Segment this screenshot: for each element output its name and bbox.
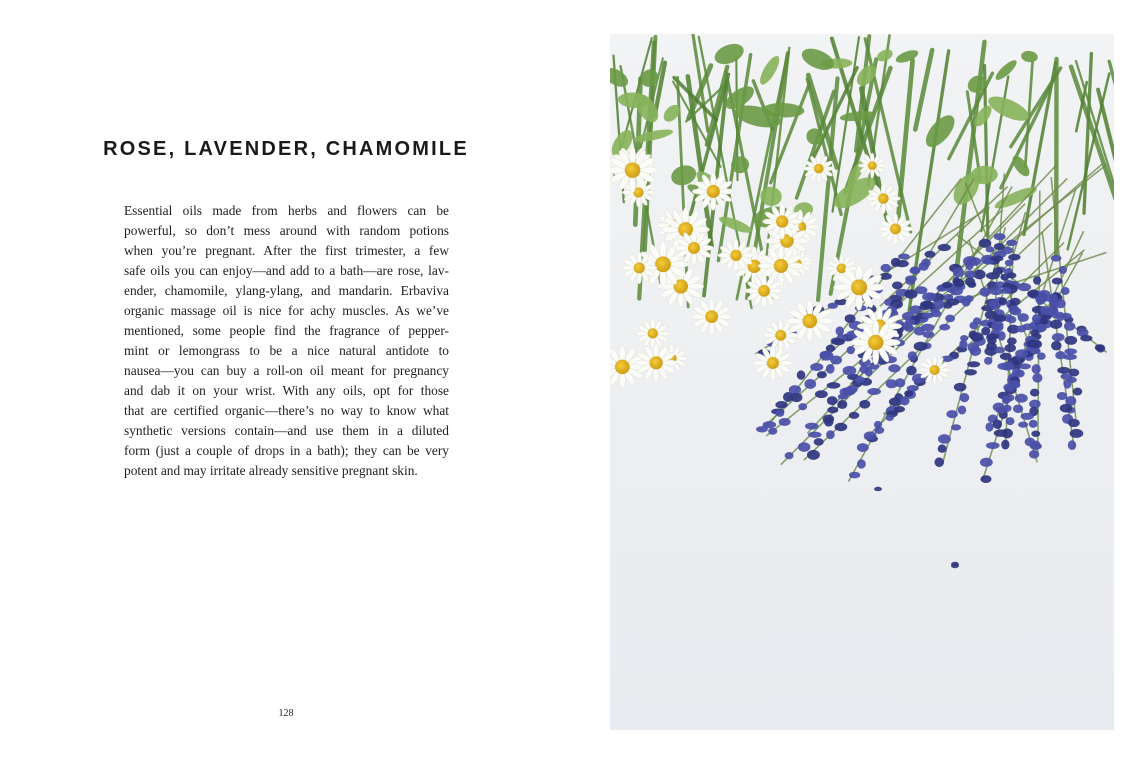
lavender-bud — [1008, 305, 1019, 314]
lavender-bud — [820, 351, 832, 358]
lavender-bud — [830, 355, 842, 364]
lavender-bud — [984, 357, 992, 365]
lavender-bud — [779, 418, 791, 426]
lavender-bud — [914, 342, 928, 351]
lavender-bud — [950, 287, 963, 296]
lavender-bud — [859, 400, 870, 409]
lavender-bud — [996, 407, 1007, 414]
lavender-bud — [986, 246, 995, 252]
lavender-bud — [954, 383, 967, 392]
lavender-bud — [1029, 450, 1039, 459]
lavender-bud — [1057, 392, 1067, 400]
body-line: form (just a couple of drops in a bath); they can be very — [124, 443, 449, 458]
lavender-bud — [827, 382, 841, 389]
lavender-bud — [867, 388, 881, 395]
flower-center — [767, 357, 779, 369]
lavender-bud — [934, 299, 944, 309]
flower-center — [890, 224, 901, 235]
lavender-bud — [1038, 290, 1050, 297]
lavender-bud — [1018, 283, 1032, 291]
lavender-bud — [826, 345, 836, 352]
lavender-bud — [1050, 300, 1059, 308]
body-line: mint or lemongrass to be a nice natural antidote to — [124, 343, 449, 358]
lavender-bud — [823, 414, 834, 423]
flower-center — [803, 314, 818, 329]
lavender-bud — [785, 452, 794, 459]
lavender-bud — [1007, 272, 1017, 278]
body-paragraph — [124, 201, 449, 481]
lavender-bud — [815, 390, 828, 398]
lavender-bud — [905, 278, 915, 285]
lavender-bud — [1080, 335, 1092, 341]
flower-center — [650, 356, 663, 369]
lavender-bud — [965, 278, 975, 287]
lavender-bud — [1013, 405, 1023, 413]
lavender-bud — [1059, 266, 1067, 274]
lavender-bud — [849, 412, 860, 419]
flower-center — [878, 193, 889, 204]
lavender-bud — [994, 429, 1008, 436]
flower-bouquet-illustration — [610, 34, 1114, 730]
body-line: synthetic versions contain—and use them in a diluted — [124, 423, 449, 438]
lavender-bud — [857, 443, 869, 452]
lavender-bud — [805, 423, 818, 430]
lavender-bud — [832, 338, 845, 345]
lavender-bud — [827, 407, 838, 414]
lavender-bud — [880, 264, 891, 272]
lavender-bud — [958, 405, 967, 414]
lavender-bud — [1001, 287, 1011, 294]
flower-bouquet-photo — [610, 34, 1114, 730]
lavender-bud — [971, 332, 984, 341]
lavender-bud — [1057, 367, 1070, 374]
lavender-bud — [791, 393, 803, 402]
lavender-bud — [1001, 440, 1009, 450]
lavender-bud — [953, 279, 964, 288]
lavender-bud — [986, 442, 1000, 449]
lavender-bud — [1032, 314, 1041, 323]
lavender-bud — [1030, 329, 1039, 336]
lavender-bud — [1021, 413, 1034, 420]
lavender-bud — [994, 243, 1005, 250]
body-line: when you’re pregnant. After the first trimester, a few — [124, 243, 449, 258]
lavender-bud — [845, 314, 856, 323]
lavender-bud — [1051, 312, 1059, 318]
lavender-bud — [1030, 389, 1039, 397]
lavender-bud — [942, 282, 953, 288]
lavender-bud — [828, 303, 838, 309]
lavender-bud — [840, 387, 854, 396]
lavender-bud — [797, 370, 805, 379]
lavender-bud — [817, 371, 827, 378]
flower-center — [837, 264, 847, 274]
lavender-bud — [1064, 336, 1077, 345]
lavender-bud — [1005, 260, 1014, 267]
body-line: Essential oils made from herbs and flowers can be — [124, 203, 449, 218]
lavender-bud — [1032, 364, 1041, 374]
lavender-bud — [1005, 344, 1016, 352]
lavender-bud — [1029, 348, 1040, 354]
lavender-bud — [908, 351, 917, 360]
lavender-bud — [1015, 394, 1028, 403]
lavender-bud — [1064, 348, 1077, 354]
lavender-bud — [1033, 276, 1041, 285]
lavender-bud — [927, 292, 936, 300]
body-line: mentioned, some people find the fragrance of pepper- — [124, 323, 449, 338]
lavender-bud — [935, 457, 944, 467]
lavender-bud — [892, 282, 903, 290]
lavender-bud — [986, 342, 997, 350]
lavender-bud — [919, 304, 932, 310]
lavender-bud — [1015, 370, 1025, 378]
lavender-bud — [886, 414, 894, 421]
lavender-bud — [985, 422, 993, 431]
lavender-bud — [938, 434, 951, 444]
flower-center — [868, 161, 877, 170]
flower-center — [707, 185, 720, 198]
flower-center — [930, 365, 940, 375]
flower-center — [868, 335, 883, 350]
flower-center — [851, 279, 867, 295]
lavender-bud — [969, 322, 978, 330]
lavender-bud — [964, 369, 977, 375]
flower-center — [758, 285, 770, 297]
lavender-bud — [810, 363, 823, 371]
flower-center — [774, 259, 788, 273]
lavender-bud — [1060, 404, 1073, 413]
flower-center — [776, 215, 788, 227]
lavender-bud — [1015, 349, 1028, 358]
lavender-bud — [826, 430, 835, 439]
flower-center — [625, 162, 641, 178]
lavender-bud — [859, 365, 869, 373]
lavender-bud — [808, 432, 821, 438]
lavender-bud — [939, 324, 950, 331]
lavender-bud — [843, 366, 857, 376]
lavender-bud — [899, 396, 909, 405]
lavender-bud — [895, 260, 909, 267]
lavender-bud — [959, 339, 967, 348]
lavender-bud — [834, 423, 847, 431]
lavender-bud — [967, 257, 981, 266]
lavender-bud — [980, 475, 991, 483]
lavender-bud — [991, 324, 1002, 330]
lavender-bud — [798, 442, 810, 452]
lavender-bud — [804, 379, 816, 389]
lavender-bud — [953, 267, 964, 277]
lavender-bud — [922, 312, 934, 318]
lavender-bud — [1060, 313, 1071, 319]
lavender-bud — [776, 410, 785, 417]
lavender-bud — [888, 364, 900, 372]
fallen-bud — [951, 564, 959, 568]
lavender-bud — [946, 410, 957, 418]
lavender-bud — [1051, 255, 1062, 262]
lavender-bud — [1032, 373, 1042, 382]
lavender-bud — [938, 244, 951, 251]
lavender-bud — [945, 315, 955, 323]
lavender-bud — [960, 393, 970, 402]
flower-center — [814, 164, 824, 174]
lavender-bud — [1031, 431, 1040, 437]
lavender-bud — [894, 406, 905, 412]
lavender-bud — [1050, 320, 1062, 329]
lavender-bud — [1006, 417, 1015, 425]
lavender-bud — [1008, 380, 1019, 387]
body-line: powerful, so don’t mess around with random potions — [124, 223, 449, 238]
lavender-bud — [837, 400, 847, 409]
lavender-bud — [857, 459, 866, 468]
lavender-bud — [1002, 395, 1011, 404]
flower-center — [775, 330, 786, 341]
lavender-bud — [924, 251, 935, 258]
lavender-bud — [1002, 362, 1014, 371]
lavender-bud — [756, 426, 768, 432]
lavender-bud — [906, 366, 917, 376]
lavender-bud — [1000, 353, 1012, 360]
body-line: that are certified organic—there’s no way to know what — [124, 403, 449, 418]
lavender-bud — [904, 390, 913, 396]
lavender-bud — [1007, 337, 1017, 345]
flower-center — [688, 242, 700, 254]
lavender-bud — [993, 267, 1003, 275]
lavender-bud — [964, 270, 975, 278]
page-heading: ROSE, LAVENDER, CHAMOMILE — [103, 138, 469, 160]
flower-center — [730, 250, 741, 261]
lavender-bud — [990, 302, 1001, 309]
body-line: potent and may irritate already sensitive pregnant skin. — [124, 463, 418, 478]
lavender-bud — [1037, 352, 1046, 360]
lavender-bud — [807, 450, 820, 460]
lavender-bud — [814, 438, 824, 445]
lavender-bud — [967, 343, 979, 353]
body-line: ender, chamomile, ylang-ylang, and mandarin. Erbaviva — [124, 283, 449, 298]
lavender-bud — [946, 299, 959, 306]
lavender-bud — [1051, 341, 1061, 351]
flower-center — [648, 328, 658, 338]
lavender-bud — [1036, 297, 1044, 305]
lavender-bud — [1030, 443, 1042, 450]
lavender-bud — [1052, 333, 1065, 341]
lavender-bud — [1073, 388, 1082, 396]
lavender-bud — [990, 255, 1003, 261]
lavender-bud — [993, 420, 1002, 430]
lavender-bud — [951, 424, 961, 430]
lavender-bud — [1018, 313, 1029, 322]
lavender-bud — [980, 287, 991, 296]
lavender-bud — [1064, 322, 1075, 331]
flower-center — [655, 256, 671, 272]
body-line: nausea—you can buy a roll-on oil meant for pregnancy — [124, 363, 449, 378]
lavender-bud — [874, 427, 884, 434]
lavender-bud — [905, 319, 915, 326]
lavender-bud — [836, 326, 844, 335]
body-line: and dab it on your wrist. With any oils, opt for those — [124, 383, 449, 398]
lavender-bud — [826, 364, 835, 374]
lavender-bud — [1008, 254, 1020, 261]
lavender-bud — [1061, 287, 1070, 295]
lavender-bud — [847, 346, 856, 354]
lavender-bud — [855, 376, 865, 383]
lavender-bud — [798, 403, 807, 410]
lavender-bud — [1029, 420, 1038, 428]
lavender-bud — [980, 458, 993, 467]
lavender-bud — [904, 289, 917, 298]
lavender-bud — [827, 396, 838, 405]
lavender-bud — [1063, 379, 1071, 389]
lavender-bud — [886, 379, 898, 388]
body-line: organic massage oil is nice for achy muscles. As we’ve — [124, 303, 449, 318]
lavender-bud — [1068, 419, 1080, 427]
lavender-bud — [921, 259, 931, 267]
fallen-bud — [874, 487, 882, 491]
lavender-bud — [1070, 429, 1084, 438]
lavender-bud — [914, 327, 925, 336]
lavender-bud — [768, 428, 777, 435]
lavender-bud — [1095, 344, 1104, 351]
flower-center — [634, 262, 645, 273]
lavender-bud — [989, 287, 1003, 295]
lavender-bud — [1018, 422, 1028, 428]
lavender-bud — [864, 431, 877, 440]
flower-center — [615, 360, 630, 375]
lavender-bud — [1016, 325, 1026, 332]
lavender-bud — [1026, 340, 1038, 348]
lavender-bud — [898, 253, 910, 259]
lavender-bud — [1060, 373, 1072, 379]
lavender-bud — [1019, 363, 1031, 369]
lavender-bud — [1007, 316, 1016, 323]
body-line: safe oils you can enjoy—and add to a bath—are rose, lav- — [124, 263, 449, 278]
lavender-bud — [938, 445, 947, 453]
lavender-bud — [1068, 440, 1076, 450]
lavender-bud — [1055, 351, 1066, 359]
lavender-bud — [775, 401, 787, 408]
lavender-bud — [967, 361, 980, 367]
flower-center — [705, 310, 718, 323]
lavender-bud — [1006, 240, 1017, 246]
lavender-bud — [1052, 278, 1063, 285]
page-number: 128 — [278, 708, 294, 719]
lavender-bud — [994, 233, 1006, 240]
lavender-bud — [849, 472, 860, 479]
lavender-bud — [994, 314, 1006, 322]
lavender-bud — [909, 267, 920, 274]
